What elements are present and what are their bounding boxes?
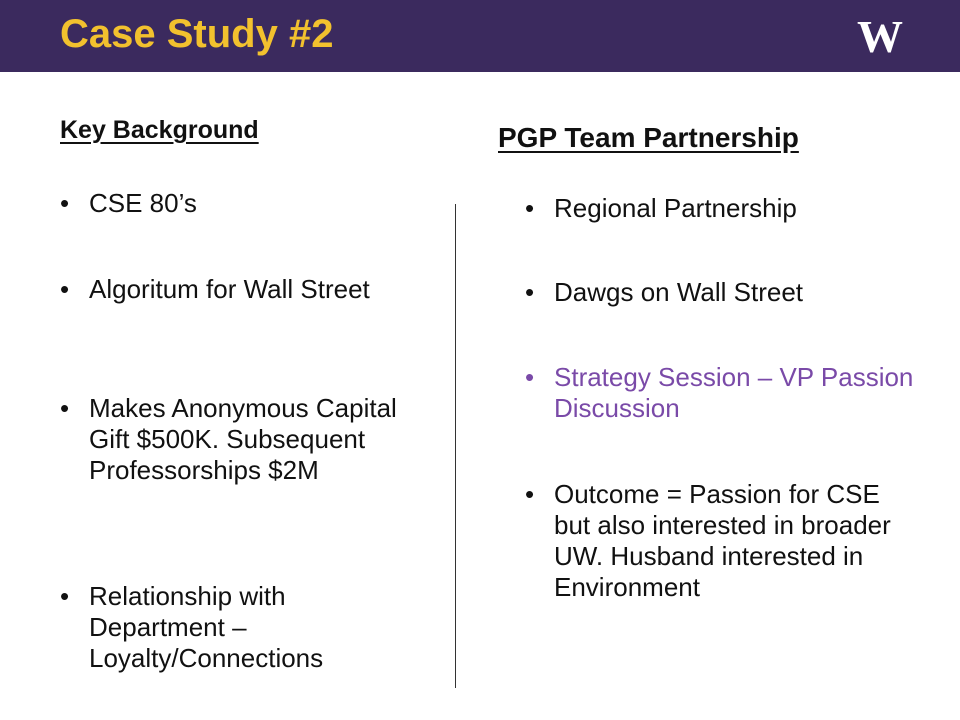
bullet-icon: •: [525, 277, 535, 307]
bullet-icon: •: [60, 274, 70, 304]
title-bar: [0, 0, 960, 72]
list-item: [525, 193, 915, 224]
column-divider: [455, 204, 456, 688]
list-item: [60, 581, 400, 674]
pgp-team-partnership-heading: PGP Team Partnership: [498, 122, 799, 153]
bullet-text: Dawgs on Wall Street: [554, 277, 804, 307]
bullet-text: Algoritum for Wall Street: [89, 274, 370, 304]
list-item: [60, 188, 400, 219]
bullet-icon: •: [525, 362, 535, 392]
key-background-heading: Key Background: [60, 116, 259, 144]
bullet-text: Makes Anonymous Capital Gift $500K. Subsequent Professorships $2M: [89, 393, 397, 485]
bullet-text: Regional Partnership: [554, 193, 797, 223]
list-item: [525, 362, 915, 424]
list-item: [60, 393, 400, 486]
bullet-text: Strategy Session – VP Passion Discussion: [554, 362, 914, 423]
slide-title: Case Study #2: [60, 12, 334, 56]
bullet-text: CSE 80’s: [89, 188, 197, 218]
bullet-icon: •: [525, 479, 535, 509]
bullet-icon: •: [60, 188, 70, 218]
uw-logo-letter: W: [857, 14, 903, 58]
bullet-icon: •: [60, 581, 70, 611]
list-item: [525, 479, 915, 603]
list-item: [525, 277, 915, 308]
bullet-icon: •: [60, 393, 70, 423]
bullet-icon: •: [525, 193, 535, 223]
bullet-text: Outcome = Passion for CSE but also interested in broader UW. Husband interested in Environment: [554, 479, 891, 602]
list-item: [60, 274, 400, 305]
uw-logo-icon: [850, 14, 910, 58]
bullet-text: Relationship with Department – Loyalty/Connections: [89, 581, 324, 673]
